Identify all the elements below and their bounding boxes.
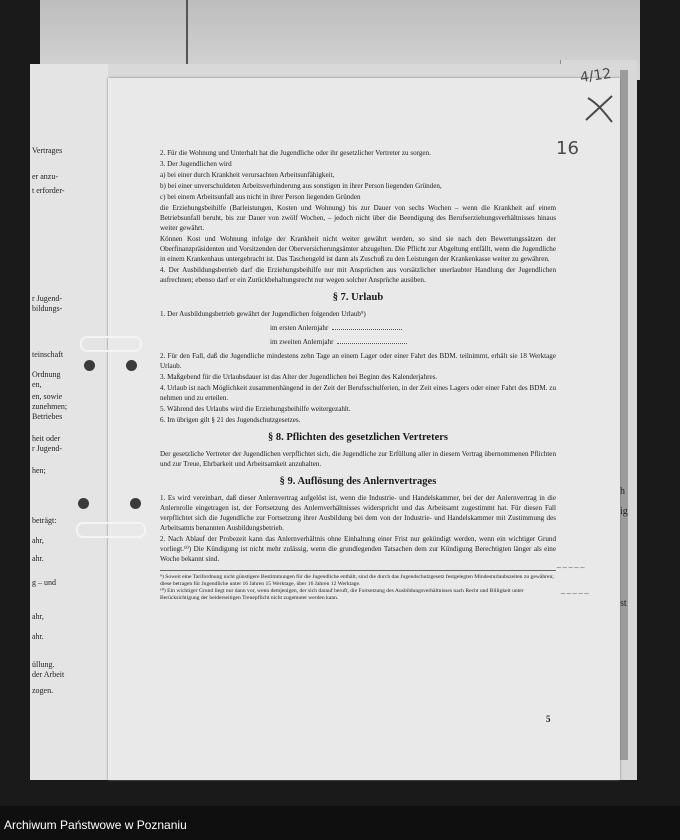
left-margin-fragment: Vertrages (32, 146, 63, 155)
faint-pencil-mark: ~~~~~ (560, 590, 590, 598)
paragraph: b) bei einer unverschuldeten Arbeitsverhinderung aus sonstigen in ihrer Person liegenden Gründen, (160, 182, 442, 190)
left-margin-fragment: r Jugend- (32, 294, 62, 303)
left-margin-fragment: ahr, (32, 536, 44, 545)
footnote: ⁹) Soweit eine Tarifordnung nicht günstigere Bestimmungen für die Jugendliche enthält, sind die durch das Jugendschutzgesetz festgelegten Mindesturlaubszeiten zu gewähren; diese betragen für Jugendliche unter 16 Jahren 15 Werktage, über 16 Jahren 12 Werktage. (160, 574, 554, 587)
handwritten-folio: 4/12 (579, 65, 613, 87)
page-number: 5 (546, 714, 551, 724)
handwritten-strike-mark (582, 90, 618, 130)
punch-hole (130, 498, 141, 509)
punch-hole (78, 498, 89, 509)
paragraph: 1. Der Ausbildungsbetrieb gewährt der Jugendlichen folgenden Urlaub⁹) (160, 310, 366, 318)
right-sheet-edge (620, 70, 628, 760)
left-margin-fragment: er anzu- (32, 172, 58, 181)
paragraph: 4. Der Ausbildungsbetrieb darf die Erziehungsbeihilfe nur mit Ansprüchen aus vorsätzlicher unerlaubter Handlung der Jugendlichen aufrechnen; ebenso darf er ein Zurückbehaltungsrecht nur wegen solcher Ansprüche ausüben. (160, 266, 556, 284)
paragraph: 4. Urlaub ist nach Möglichkeit zusammenhängend in der Zeit der Berufsschulferien, in der Zeit eines Lagers oder einer Fahrt des BDM. zu nehmen und zu erteilen. (160, 384, 556, 402)
left-margin-fragment: en, (32, 380, 42, 389)
section-heading: § 9. Auflösung des Anlernvertrages (279, 476, 437, 487)
right-fragment: h (620, 486, 625, 497)
left-underlying-page (30, 64, 113, 780)
punch-hole (126, 360, 137, 371)
left-margin-fragment: heit oder (32, 434, 61, 443)
binder-clip (76, 522, 146, 538)
left-margin-fragment: Ordnung (32, 370, 61, 379)
left-margin-fragment: r Jugend- (32, 444, 62, 453)
left-margin-fragment: ahr. (32, 554, 44, 563)
section-heading: § 7. Urlaub (332, 292, 384, 303)
paragraph: 2. Für die Wohnung und Unterhalt hat die Jugendliche oder ihr gesetzlicher Vertreter zu sorgen. (160, 149, 431, 157)
paragraph: Können Kost und Wohnung infolge der Krankheit nicht weiter gewährt werden, so sind sie nach den Bewertungssätzen der Oberfinanzpräsidenten und Vorsitzenden der Oberversicherungsämter abzugelten. Die Pflicht zur Abgeltung entfällt, wenn die Jugendliche in einem Krankenhaus untergebracht ist. Das Taschengeld ist dann als Zuschuß zu den Leistungen der Krankenkasse weiter zu gewähren. (160, 235, 556, 263)
paragraph: 1. Es wird vereinbart, daß dieser Anlernvertrag aufgelöst ist, wenn die Industrie- und Handelskammer, bei der der Anlernvertrag in die Anlernrolle eingetragen ist, der Fortsetzung des Anlernverhältnisses widerspricht und das Arbeitsamt zugestimmt hat. Für diesen Fall verpflichtet sich die Jugendliche zur Fortsetzung ihrer Ausbildung bei dem von der Industrie- und Handelskammer mit Zustimmung des Arbeitsamts benannten Ausbildungsbetrieb. (160, 494, 556, 532)
paragraph: 3. Der Jugendlichen wird (160, 160, 232, 168)
fold-line (186, 0, 188, 70)
left-margin-fragment: zogen. (32, 686, 54, 695)
left-margin-fragment: hen; (32, 466, 46, 475)
left-margin-fragment: ahr, (32, 612, 44, 621)
fill-in-blank (337, 343, 407, 344)
left-margin-fragment: bildungs- (32, 304, 63, 313)
paragraph: 5. Während des Urlaubs wird die Erziehungsbeihilfe weitergezahlt. (160, 405, 351, 413)
paragraph: c) bei einem Arbeitsunfall aus nicht in ihrer Person liegenden Gründen (160, 193, 361, 201)
faint-pencil-mark: ~~~~~ (556, 564, 586, 572)
paragraph: 2. Nach Ablauf der Probezeit kann das Anlernverhältnis ohne Einhaltung einer Frist nur gekündigt werden, wenn ein wichtiger Grund vorliegt.¹⁰) Die Kündigung ist nicht mehr zulässig, wenn die grundlegenden Tatsachen dem zur Kündigung Berechtigten länger als eine Woche bekannt sind. (160, 535, 556, 563)
archive-credit: Archiwum Państwowe w Poznaniu (4, 818, 187, 832)
right-fragment: ig (620, 506, 628, 517)
vacation-line (270, 337, 556, 347)
left-margin-fragment: t erforder- (32, 186, 65, 195)
paragraph: Der gesetzliche Vertreter der Jugendlichen verpflichtet sich, die Jugendliche zur Erfüllung aller in diesem Vertrag übernommenen Pflichten und zur Treue, Ehrbarkeit und Arbeitsamkeit anzuhalten. (160, 450, 556, 468)
footnotes (160, 570, 556, 602)
paragraph: 2. Für den Fall, daß die Jugendliche mindestens zehn Tage an einem Lager oder einer Fahrt des BDM. teilnimmt, erhält sie 18 Werktage Urlaub. (160, 352, 556, 370)
punch-hole (84, 360, 95, 371)
paragraph: 6. Im übrigen gilt § 21 des Jugendschutzgesetzes. (160, 416, 301, 424)
left-margin-fragment: der Arbeit (32, 670, 65, 679)
paragraph: a) bei einer durch Krankheit verursachten Arbeitsunfähigkeit, (160, 171, 335, 179)
left-margin-fragment: teinschaft (32, 350, 64, 359)
left-margin-fragment: en, sowie (32, 392, 63, 401)
left-margin-fragment: üllung. (32, 660, 55, 669)
footnote: ¹⁰) Ein wichtiger Grund liegt nur dann vor, wenn demjenigen, der sich darauf beruft, die Fortsetzung des Ausbildungsverhältnisses nach Recht und Billigkeit unter Berücksichtigung der beiderseitigen Treuepflicht nicht zugemutet werden kann. (160, 588, 524, 601)
left-margin-fragment: ahr. (32, 632, 44, 641)
left-margin-fragment: zunehmen; (32, 402, 68, 411)
handwritten-page-mark: 16 (556, 138, 579, 159)
left-margin-fragment: Betriebes (32, 412, 63, 421)
left-margin-fragment: g – und (32, 578, 56, 587)
paragraph: 3. Maßgebend für die Urlaubsdauer ist das Alter der Jugendlichen bei Beginn des Kalenderjahres. (160, 373, 438, 381)
vacation-line (270, 323, 556, 333)
document-text (160, 148, 556, 602)
binder-clip (80, 336, 142, 352)
vacation-label: im zweiten Anlernjahr (270, 338, 334, 346)
vacation-label: im ersten Anlernjahr (270, 324, 329, 332)
paragraph: die Erziehungsbeihilfe (Barleistungen, Kosten und Wohnung) bis zur Dauer von sechs Wochen – wenn die Krankheit auf einem Betriebsunfall beruht, bis zur Dauer von zwölf Wochen, – jedoch nicht über die Beendigung des Berufserziehungsverhältnisses hinaus weiter gewährt. (160, 204, 556, 232)
fill-in-blank (332, 329, 402, 330)
right-fragment: st (620, 598, 627, 609)
section-heading: § 8. Pflichten des gesetzlichen Vertreters (267, 432, 448, 443)
left-margin-fragment: beträgt: (32, 516, 57, 525)
